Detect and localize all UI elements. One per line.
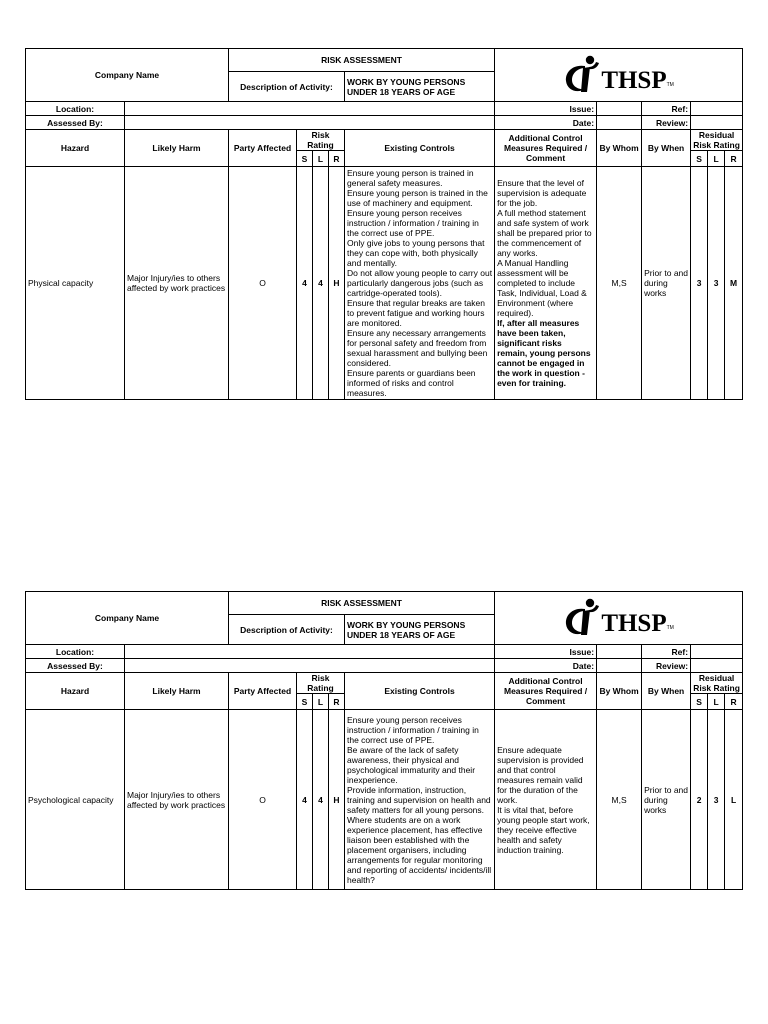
risk-assessment-table (25, 48, 743, 400)
description-of-activity-value: WORK BY YOUNG PERSONS UNDER 18 YEARS OF AGE (345, 72, 495, 102)
table-row (26, 167, 743, 400)
col-party-affected: Party Affected (229, 673, 297, 710)
residual-r-cell: L (725, 710, 743, 890)
likely-harm-cell: Major Injury/ies to others affected by work practices (125, 167, 229, 400)
hazard-cell: Physical capacity (26, 167, 125, 400)
ref-label: Ref: (642, 102, 691, 116)
party-affected-cell: O (229, 710, 297, 890)
col-by-whom: By Whom (597, 673, 642, 710)
col-residual-s: S (691, 694, 708, 710)
col-hazard: Hazard (26, 130, 125, 167)
company-name-label: Company Name (26, 49, 229, 102)
trademark-mark: TM (666, 82, 674, 88)
likely-harm-cell: Major Injury/ies to others affected by work practices (125, 710, 229, 890)
additional-controls-cell: Ensure adequate supervision is provided and that control measures remain valid for the duration of the work. It is vital that, before young people start work, they receive effective health and safety induction training. (495, 710, 597, 890)
col-s: S (297, 151, 313, 167)
issue-value[interactable] (597, 102, 642, 116)
col-likely-harm: Likely Harm (125, 673, 229, 710)
date-value[interactable] (597, 116, 642, 130)
col-existing-controls: Existing Controls (345, 130, 495, 167)
ref-value[interactable] (691, 102, 743, 116)
location-label: Location: (26, 645, 125, 659)
assessed-by-value[interactable] (125, 659, 495, 673)
risk-assessment-sheet-2 (25, 591, 742, 890)
thsp-figure-icon (563, 597, 601, 637)
thsp-logo (495, 592, 743, 645)
existing-controls-cell: Ensure young person is trained in general safety measures. Ensure young person is trained in the use of machinery and equipment. Ensure young person receives instruction / information / training in the correct use of PPE. Only give jobs to young persons that they can cope with, both physically and mentally. Do not allow young people to carry out particularly dangerous jobs (such as cartridge-operated tools). Ensure that regular breaks are taken to prevent fatigue and working hours are monitored. Ensure any necessary arrangements for personal safety and freedom from sexual harassment and bullying been considered. Ensure parents or guardians been informed of risks and control measures. (345, 167, 495, 400)
date-label: Date: (495, 116, 597, 130)
description-of-activity-label: Description of Activity: (229, 72, 345, 102)
hazard-cell: Psychological capacity (26, 710, 125, 890)
party-affected-cell: O (229, 167, 297, 400)
by-whom-cell: M,S (597, 710, 642, 890)
thsp-figure-icon (563, 54, 601, 94)
col-by-when: By When (642, 130, 691, 167)
existing-controls-cell: Ensure young person receives instruction / information / training in the correct use of PPE. Be aware of the lack of safety awareness, their physical and psychological immaturity and their inexperience. Provide information, instruction, training and supervision on health and safety matters for all young persons. Where students are on a work experience placement, has effective liaison been established with the placement organisers, including arrangements for regular monitoring and reporting of accidents/ incidents/ill health? (345, 710, 495, 890)
residual-s-cell: 3 (691, 167, 708, 400)
col-hazard: Hazard (26, 673, 125, 710)
additional-controls-text: Ensure that the level of supervision is adequate for the job. A full method statement and safe system of work shall be prepared prior to the commencement of any works. A Manual Handling assessment will be completed to include Task, Individual, Load & Environment (where required). (497, 178, 592, 318)
col-residual-risk-rating: Residual Risk Rating (691, 673, 743, 694)
by-when-cell: Prior to and during works (642, 167, 691, 400)
col-by-whom: By Whom (597, 130, 642, 167)
ref-label: Ref: (642, 645, 691, 659)
ref-value[interactable] (691, 645, 743, 659)
issue-value[interactable] (597, 645, 642, 659)
company-name-label: Company Name (26, 592, 229, 645)
residual-l-cell: 3 (708, 710, 725, 890)
description-of-activity-label: Description of Activity: (229, 615, 345, 645)
risk-r-cell: H (329, 167, 345, 400)
table-row (26, 710, 743, 890)
col-l: L (313, 694, 329, 710)
additional-controls-cell (495, 167, 597, 400)
location-value[interactable] (125, 645, 495, 659)
risk-assessment-title: RISK ASSESSMENT (229, 49, 495, 72)
residual-l-cell: 3 (708, 167, 725, 400)
date-value[interactable] (597, 659, 642, 673)
col-party-affected: Party Affected (229, 130, 297, 167)
trademark-mark: TM (666, 625, 674, 631)
review-value[interactable] (691, 659, 743, 673)
col-additional-controls: Additional Control Measures Required / Comment (495, 130, 597, 167)
by-when-cell: Prior to and during works (642, 710, 691, 890)
assessed-by-label: Assessed By: (26, 116, 125, 130)
col-residual-r: R (725, 151, 743, 167)
col-residual-l: L (708, 694, 725, 710)
residual-s-cell: 2 (691, 710, 708, 890)
issue-label: Issue: (495, 102, 597, 116)
assessed-by-value[interactable] (125, 116, 495, 130)
risk-s-cell: 4 (297, 710, 313, 890)
risk-l-cell: 4 (313, 710, 329, 890)
col-r: R (329, 151, 345, 167)
review-value[interactable] (691, 116, 743, 130)
risk-r-cell: H (329, 710, 345, 890)
risk-assessment-title: RISK ASSESSMENT (229, 592, 495, 615)
col-r: R (329, 694, 345, 710)
col-residual-s: S (691, 151, 708, 167)
description-of-activity-value: WORK BY YOUNG PERSONS UNDER 18 YEARS OF AGE (345, 615, 495, 645)
logo-text: THSP (601, 67, 667, 94)
risk-l-cell: 4 (313, 167, 329, 400)
review-label: Review: (642, 116, 691, 130)
assessed-by-label: Assessed By: (26, 659, 125, 673)
thsp-logo (495, 49, 743, 102)
col-by-when: By When (642, 673, 691, 710)
date-label: Date: (495, 659, 597, 673)
additional-controls-bold-text: If, after all measures have been taken, significant risks remain, young persons cannot be engaged in the work in question - even for training. (497, 318, 591, 388)
col-existing-controls: Existing Controls (345, 673, 495, 710)
risk-assessment-sheet-1 (25, 48, 742, 400)
col-risk-rating: Risk Rating (297, 673, 345, 694)
location-value[interactable] (125, 102, 495, 116)
col-risk-rating: Risk Rating (297, 130, 345, 151)
review-label: Review: (642, 659, 691, 673)
risk-assessment-table (25, 591, 743, 890)
col-residual-l: L (708, 151, 725, 167)
col-residual-risk-rating: Residual Risk Rating (691, 130, 743, 151)
col-l: L (313, 151, 329, 167)
col-additional-controls: Additional Control Measures Required / Comment (495, 673, 597, 710)
by-whom-cell: M,S (597, 167, 642, 400)
location-label: Location: (26, 102, 125, 116)
risk-s-cell: 4 (297, 167, 313, 400)
residual-r-cell: M (725, 167, 743, 400)
col-likely-harm: Likely Harm (125, 130, 229, 167)
logo-text: THSP (601, 610, 667, 637)
issue-label: Issue: (495, 645, 597, 659)
col-s: S (297, 694, 313, 710)
col-residual-r: R (725, 694, 743, 710)
